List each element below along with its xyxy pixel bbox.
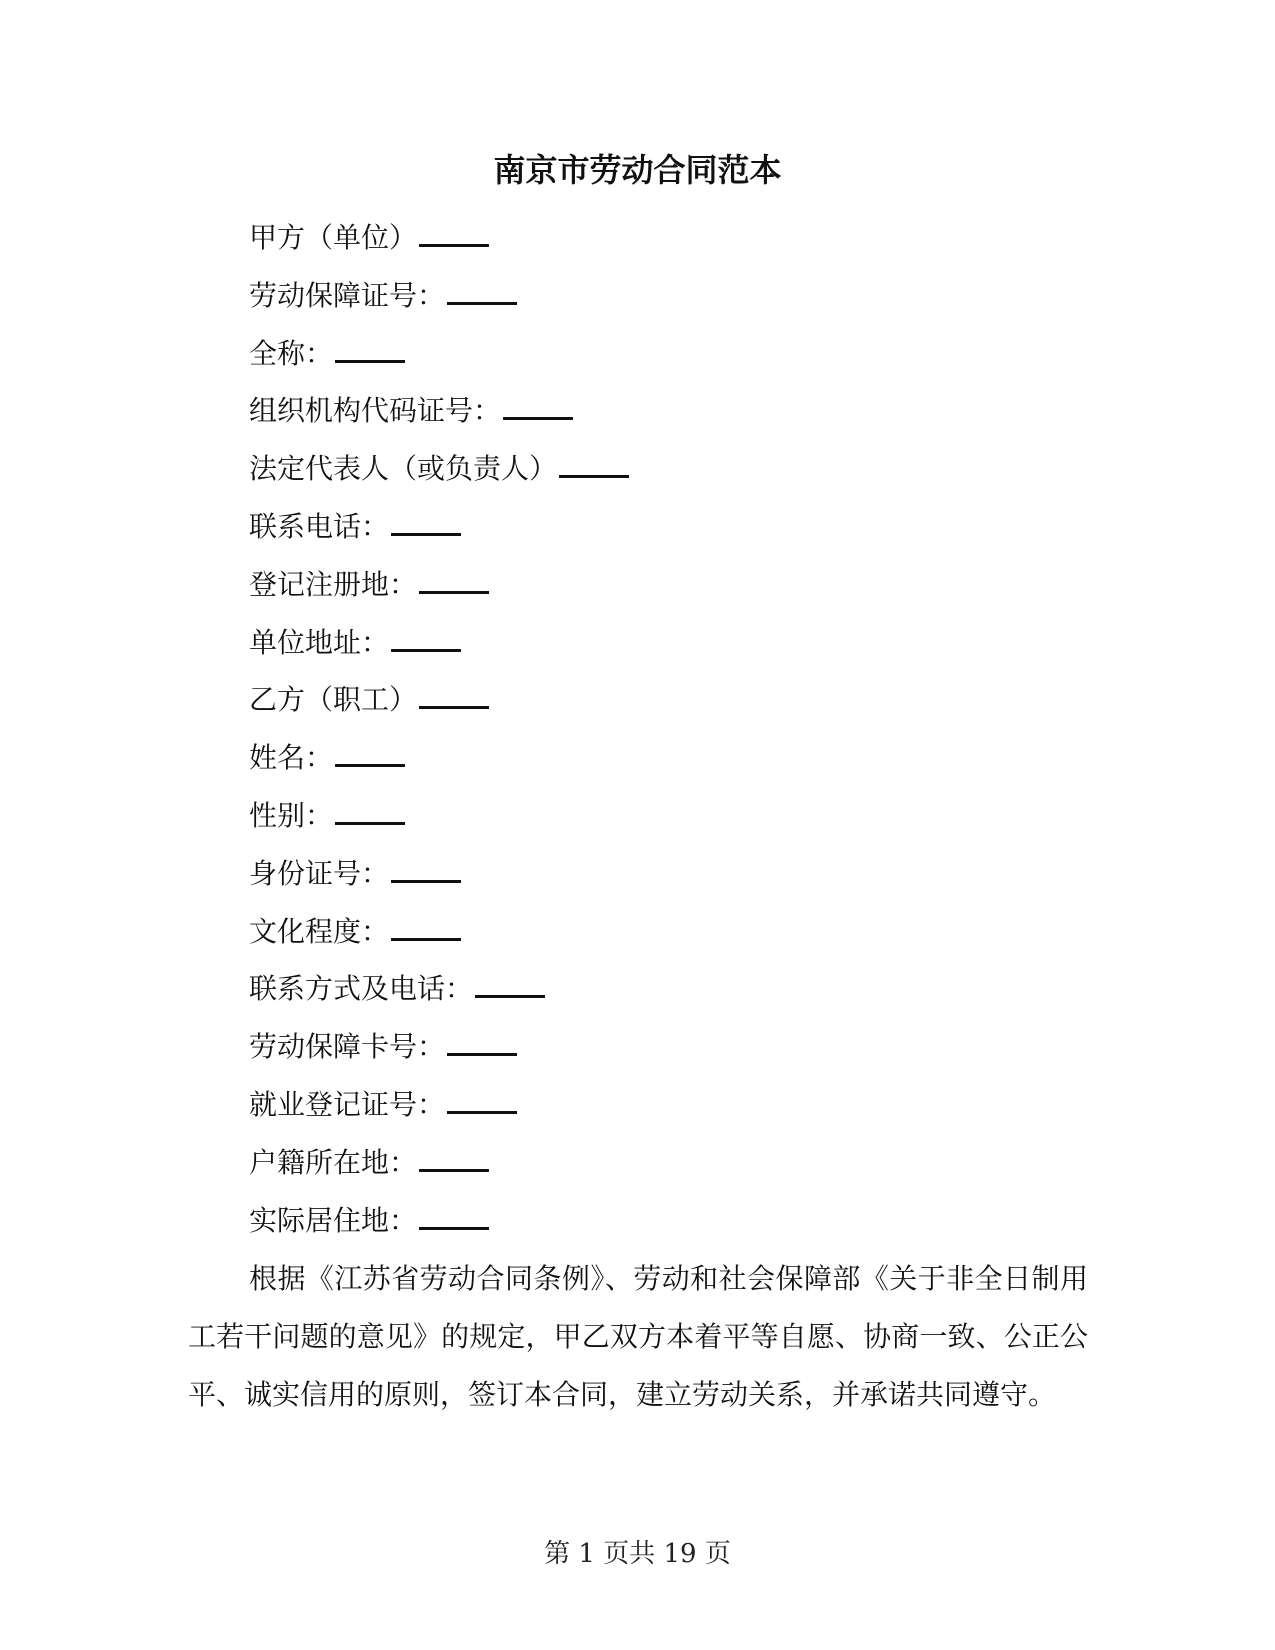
fill-blank [419, 1139, 489, 1172]
field-contact-method [249, 965, 629, 1023]
field-label: 法定代表人（或负责人） [249, 452, 558, 486]
field-gender [249, 792, 629, 850]
fill-blank [419, 214, 489, 247]
fill-blank [559, 445, 629, 478]
fill-blank [447, 1081, 517, 1114]
field-label: 甲方（单位） [249, 221, 418, 254]
fill-blank [335, 792, 405, 825]
field-label: 姓名： [249, 741, 334, 775]
field-labor-security-card [249, 1023, 629, 1081]
fill-blank [419, 676, 489, 709]
field-actual-residence [249, 1197, 629, 1255]
field-label: 组织机构代码证号： [249, 394, 502, 428]
field-label: 就业登记证号： [249, 1087, 446, 1121]
page-number-footer: 第 1 页共 19 页 [544, 1539, 731, 1569]
fill-blank [391, 850, 461, 883]
field-labor-security-number [249, 272, 629, 330]
field-full-name [249, 330, 629, 388]
fill-blank [419, 561, 489, 594]
field-label: 身份证号： [249, 856, 390, 890]
field-id-number [249, 850, 629, 908]
document-title: 南京市劳动合同范本 [493, 151, 782, 189]
field-party-a [249, 214, 629, 272]
fill-blank [503, 387, 573, 420]
fill-blank [335, 734, 405, 767]
field-label: 单位地址： [249, 625, 390, 659]
field-registered-place [249, 561, 629, 619]
contract-basis-paragraph: 根据《江苏省劳动合同条例》、劳动和社会保障部《关于非全日制用工若干问题的意见》的规定，甲乙双方本着平等自愿、协商一致、公正公平、诚实信用的原则，签订本合同，建立劳动关系，并承诺共同遵守。 [188, 1262, 1088, 1411]
field-employment-registration [249, 1081, 629, 1139]
field-label: 联系方式及电话： [249, 972, 474, 1006]
field-party-b [249, 676, 629, 734]
field-organization-code [249, 387, 629, 445]
field-contact-phone [249, 503, 629, 561]
field-label: 户籍所在地： [249, 1145, 418, 1179]
party-info-fields [249, 214, 629, 1254]
field-label: 实际居住地： [249, 1203, 418, 1237]
field-legal-representative [249, 445, 629, 503]
field-name [249, 734, 629, 792]
fill-blank [391, 503, 461, 536]
fill-blank [447, 1023, 517, 1056]
fill-blank [391, 619, 461, 652]
field-label: 劳动保障卡号： [249, 1030, 446, 1064]
fill-blank [335, 330, 405, 363]
fill-blank [447, 272, 517, 305]
fill-blank [391, 908, 461, 941]
field-label: 文化程度： [249, 914, 390, 948]
field-label: 全称： [249, 336, 334, 370]
fill-blank [419, 1197, 489, 1230]
field-company-address [249, 619, 629, 677]
field-label: 劳动保障证号： [249, 278, 446, 312]
field-education [249, 908, 629, 966]
field-household-register [249, 1139, 629, 1197]
field-label: 乙方（职工） [249, 683, 418, 717]
field-label: 登记注册地： [249, 567, 418, 601]
fill-blank [475, 965, 545, 998]
field-label: 联系电话： [249, 509, 390, 543]
field-label: 性别： [249, 798, 334, 832]
